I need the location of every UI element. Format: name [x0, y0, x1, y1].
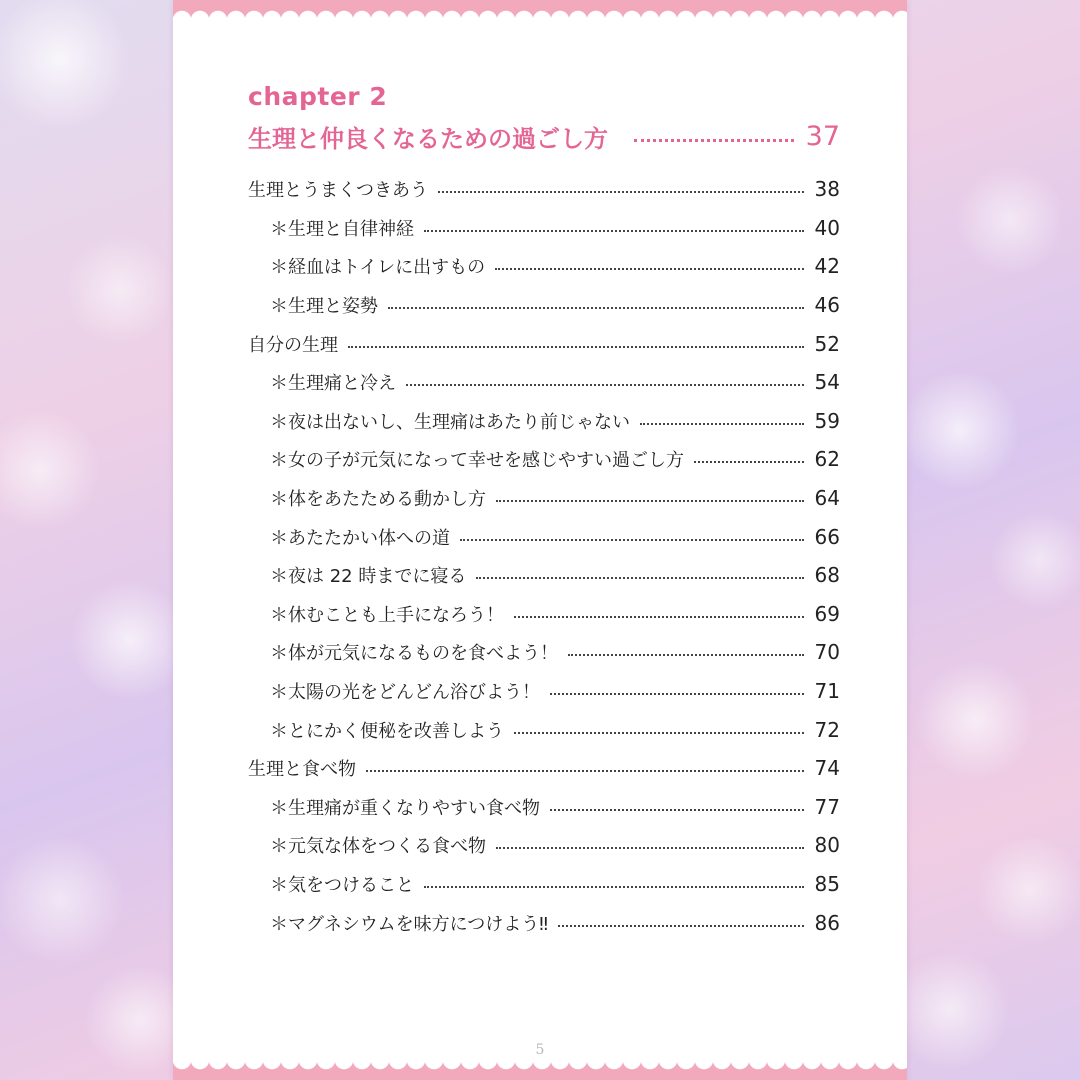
dot-leader [558, 925, 804, 927]
toc-entry [248, 170, 840, 209]
toc-subentry [248, 209, 840, 248]
toc-entry-title: ＊体が元気になるものを食べよう！ [270, 643, 558, 665]
toc-subentry [248, 556, 840, 595]
toc-entry-title: 生理と食べ物 [248, 759, 356, 781]
dot-leader [514, 732, 804, 734]
toc-entry-title: ＊あたたかい体への道 [270, 527, 450, 549]
dot-leader [568, 654, 804, 656]
toc-entry-page: 66 [814, 524, 840, 549]
dot-leader [438, 191, 804, 193]
toc-entry-page: 68 [814, 563, 840, 588]
dot-leader [495, 268, 804, 270]
table-of-contents [248, 170, 840, 942]
toc-entry-page: 40 [814, 215, 840, 240]
toc-entry-title: ＊とにかく便秘を改善しよう [270, 720, 504, 742]
dot-leader [424, 230, 804, 232]
dot-leader [514, 616, 804, 618]
toc-entry-title: ＊気をつけること [270, 874, 414, 896]
toc-entry-title: 自分の生理 [248, 334, 338, 356]
toc-subentry [248, 517, 840, 556]
toc-entry-title: ＊マグネシウムを味方につけよう‼ [270, 913, 549, 935]
toc-entry-page: 42 [814, 254, 840, 279]
chapter-heading [248, 118, 840, 154]
toc-entry-title: 生理とうまくつきあう [248, 180, 428, 202]
toc-entry [248, 324, 840, 363]
dot-leader [496, 847, 804, 849]
dot-leader [496, 500, 804, 502]
toc-entry-page: 85 [814, 871, 840, 896]
toc-subentry [248, 402, 840, 441]
dot-leader [366, 770, 804, 772]
toc-subentry [248, 440, 840, 479]
toc-entry-page: 38 [814, 177, 840, 202]
toc-entry-title: ＊夜は出ないし、生理痛はあたり前じゃない [270, 411, 630, 433]
toc-entry-title: ＊元気な体をつくる食べ物 [270, 836, 486, 858]
toc-entry-page: 70 [814, 640, 840, 665]
toc-entry-page: 72 [814, 717, 840, 742]
dot-leader [476, 577, 804, 579]
toc-subentry [248, 865, 840, 904]
toc-subentry [248, 826, 840, 865]
toc-entry-title: ＊夜は 22 時までに寝る [270, 566, 467, 588]
chapter-page-number: 37 [805, 120, 840, 152]
toc-entry-title: ＊生理痛が重くなりやすい食べ物 [270, 797, 540, 819]
dot-leader [460, 539, 804, 541]
book-page [173, 0, 907, 1080]
dot-leader [694, 461, 804, 463]
toc-entry-page: 71 [814, 679, 840, 704]
dot-leader [348, 346, 804, 348]
toc-entry-title: ＊生理と姿勢 [270, 296, 378, 318]
chapter-title: 生理と仲良くなるための過ごし方 [248, 124, 608, 153]
toc-entry-title: ＊休むことも上手になろう！ [270, 604, 504, 626]
toc-subentry [248, 479, 840, 518]
toc-subentry [248, 286, 840, 325]
toc-entry-title: ＊体をあたためる動かし方 [270, 489, 486, 511]
scalloped-bottom-border [173, 1060, 907, 1080]
chapter-label: chapter 2 [248, 82, 388, 111]
toc-entry-title: ＊生理痛と冷え [270, 373, 396, 395]
toc-subentry [248, 903, 840, 942]
toc-subentry [248, 672, 840, 711]
toc-entry-page: 46 [814, 293, 840, 318]
toc-entry-page: 59 [814, 408, 840, 433]
dot-leader [406, 384, 804, 386]
dot-leader [388, 307, 804, 309]
toc-subentry [248, 595, 840, 634]
toc-subentry [248, 788, 840, 827]
toc-entry-page: 62 [814, 447, 840, 472]
toc-entry-title: ＊経血はトイレに出すもの [270, 257, 486, 279]
scalloped-top-border [173, 0, 907, 20]
toc-entry-page: 54 [814, 370, 840, 395]
toc-entry-page: 77 [814, 794, 840, 819]
toc-entry-title: ＊女の子が元気になって幸せを感じやすい過ごし方 [270, 450, 684, 472]
toc-entry-page: 64 [814, 486, 840, 511]
chapter-dot-leader [634, 139, 794, 142]
toc-entry-title: ＊太陽の光をどんどん浴びよう！ [270, 682, 540, 704]
toc-entry-page: 74 [814, 756, 840, 781]
toc-subentry [248, 710, 840, 749]
toc-subentry [248, 363, 840, 402]
toc-entry-page: 80 [814, 833, 840, 858]
toc-subentry [248, 247, 840, 286]
dot-leader [640, 423, 804, 425]
dot-leader [424, 886, 804, 888]
dot-leader [550, 693, 804, 695]
page-number: 5 [535, 1042, 545, 1058]
toc-entry-page: 69 [814, 601, 840, 626]
dot-leader [550, 809, 804, 811]
toc-entry-page: 86 [814, 910, 840, 935]
toc-entry [248, 749, 840, 788]
toc-subentry [248, 633, 840, 672]
toc-entry-title: ＊生理と自律神経 [270, 218, 414, 240]
toc-entry-page: 52 [814, 331, 840, 356]
